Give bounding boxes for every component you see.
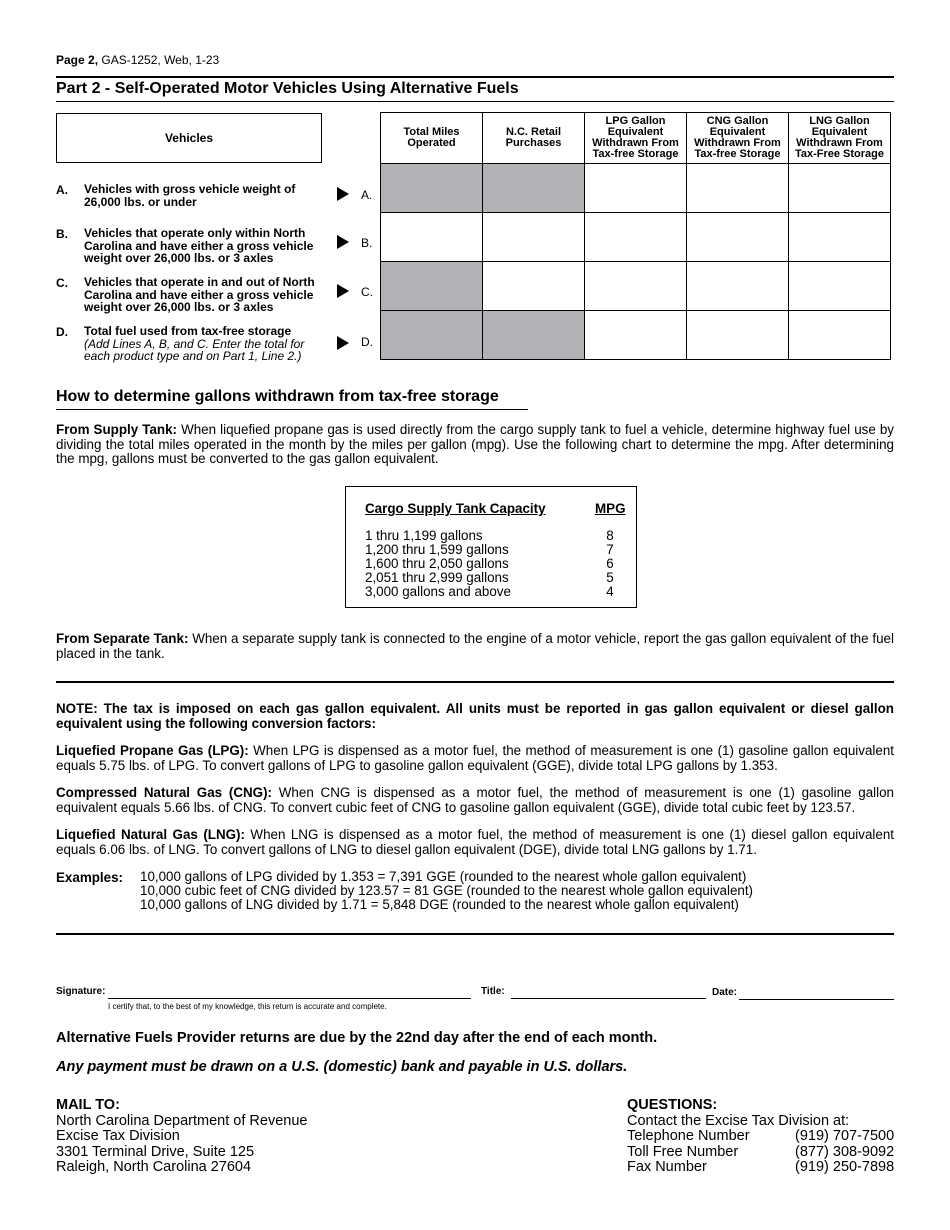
col-nc-retail: N.C. Retail Purchases (483, 113, 585, 164)
cell-b-cng[interactable] (687, 213, 789, 262)
cng-label: Compressed Natural Gas (CNG): (56, 785, 273, 800)
date-label: Date: (712, 987, 738, 998)
mpg-row (365, 585, 625, 599)
cell-d-retail (483, 311, 585, 360)
lng-label: Liquefied Natural Gas (LNG): (56, 827, 245, 842)
col-cng: CNG Gallon Equivalent Withdrawn From Tax-free Storage (687, 113, 789, 164)
lpg-label: Liquefied Propane Gas (LPG): (56, 743, 249, 758)
cell-d-cng[interactable] (687, 311, 789, 360)
col-total-miles: Total Miles Operated (381, 113, 483, 164)
row-b-arrow-icon (337, 235, 349, 249)
cell-d-miles (381, 311, 483, 360)
questions-intro: Contact the Excise Tax Division at: (627, 1112, 850, 1129)
separate-tank-paragraph (56, 632, 894, 661)
cell-c-miles (381, 262, 483, 311)
mpg-chart (345, 486, 637, 608)
lng-text: When LNG is dispensed as a motor fuel, the method of measurement is one (1) diesel gallon equivalent equals 6.06 lbs. of LNG. To convert gallons of LNG to diesel gallon equivalent (DGE), divide total LNG gallons by 1.71. (56, 827, 894, 857)
top-rule (56, 76, 894, 78)
contact-row (627, 1129, 907, 1145)
mpg-row (365, 571, 625, 585)
cell-a-lng[interactable] (789, 164, 891, 213)
contact-name: Telephone Number (627, 1128, 750, 1144)
mail-to-block (56, 1098, 307, 1176)
row-c-letter: C. (56, 276, 68, 290)
date-field[interactable] (739, 999, 894, 1000)
payment-notice: Any payment must be drawn on a U.S. (domestic) bank and payable in U.S. dollars. (56, 1059, 628, 1075)
mpg-capacity: 1,600 thru 2,050 gallons (365, 556, 509, 571)
mpg-value: 6 (606, 556, 614, 571)
note-paragraph: NOTE: The tax is imposed on each gas gallon equivalent. All units must be reported in gas gallon equivalent or diesel gallon equivalent using the following conversion factors: (56, 701, 894, 731)
contact-name: Fax Number (627, 1159, 707, 1175)
fuel-entry-grid (380, 112, 891, 360)
separate-tank-text: When a separate supply tank is connected to the engine of a motor vehicle, report the gas gallon equivalent of the fuel placed in the tank. (56, 631, 894, 661)
signature-field[interactable] (108, 998, 471, 999)
mpg-value: 7 (606, 542, 614, 557)
cell-a-miles (381, 164, 483, 213)
contact-row (627, 1160, 907, 1176)
mpg-value: 4 (606, 584, 614, 599)
grid-row-c (381, 262, 891, 311)
row-d-text: Total fuel used from tax-free storage (84, 324, 292, 338)
example-line: 10,000 cubic feet of CNG divided by 123.57 = 81 GGE (rounded to the nearest whole gallon equivalent) (140, 883, 754, 898)
grid-row-b (381, 213, 891, 262)
form-id: GAS-1252, Web, 1-23 (98, 53, 220, 67)
cell-d-lng[interactable] (789, 311, 891, 360)
signature-rule (56, 933, 894, 935)
title-label: Title: (481, 986, 505, 997)
mpg-value: 8 (606, 528, 614, 543)
row-a-marker: A. (361, 188, 373, 202)
page-number: Page 2, (56, 53, 99, 67)
certify-text: I certify that, to the best of my knowledge, this return is accurate and complete. (108, 1002, 387, 1011)
row-b-marker: B. (361, 236, 373, 250)
mpg-rows (365, 529, 625, 599)
row-d-arrow-icon (337, 336, 349, 350)
contact-number: (877) 308-9092 (795, 1143, 895, 1160)
examples-list (140, 870, 753, 912)
mpg-col-mpg: MPG (595, 501, 626, 516)
row-a-text: Vehicles with gross vehicle weight of 26,000 lbs. or under (84, 182, 296, 209)
note-rule (56, 681, 894, 683)
mpg-value: 5 (606, 570, 614, 585)
page-header (56, 53, 219, 67)
mpg-row (365, 557, 625, 571)
grid-header-row (381, 113, 891, 164)
supply-tank-text: When liquefied propane gas is used directly from the cargo supply tank to fuel a vehicle, determine highway fuel use by dividing the total miles operated in the month by the miles per gallon (mpg). Use the following chart to determine the mpg. After determining the mpg, gallons must be converted to the gas gallon equivalent. (56, 422, 895, 466)
row-c-text: Vehicles that operate in and out of North Carolina and have either a gross vehicle weight over 26,000 lbs. or 3 axles (84, 275, 315, 314)
mail-to-label: MAIL TO: (56, 1097, 120, 1113)
cell-b-retail[interactable] (483, 213, 585, 262)
cell-b-lpg[interactable] (585, 213, 687, 262)
due-notice: Alternative Fuels Provider returns are due by the 22nd day after the end of each month. (56, 1030, 658, 1046)
contact-number: (919) 707-7500 (795, 1128, 895, 1144)
mpg-capacity: 1 thru 1,199 gallons (365, 528, 483, 543)
title-field[interactable] (511, 998, 706, 999)
contact-name: Toll Free Number (627, 1143, 739, 1160)
row-d-marker: D. (361, 335, 373, 349)
row-c-marker: C. (361, 285, 373, 299)
grid-row-a (381, 164, 891, 213)
cell-c-cng[interactable] (687, 262, 789, 311)
supply-tank-label: From Supply Tank: (56, 422, 178, 437)
contact-row (627, 1145, 907, 1161)
cell-a-lpg[interactable] (585, 164, 687, 213)
cell-c-lng[interactable] (789, 262, 891, 311)
vehicles-header: Vehicles (56, 113, 322, 163)
how-to-underline (56, 409, 528, 410)
supply-tank-paragraph (56, 423, 894, 467)
examples-label: Examples: (56, 870, 123, 885)
separate-tank-label: From Separate Tank: (56, 631, 189, 646)
grid-row-d (381, 311, 891, 360)
mail-line: Excise Tax Division (56, 1128, 180, 1144)
questions-block (627, 1098, 907, 1176)
row-d-text-block (84, 325, 329, 363)
part2-rule (56, 101, 894, 102)
lpg-paragraph (56, 744, 894, 773)
cell-b-lng[interactable] (789, 213, 891, 262)
cell-d-lpg[interactable] (585, 311, 687, 360)
questions-label: QUESTIONS: (627, 1097, 718, 1113)
cng-text: When CNG is dispensed as a motor fuel, the method of measurement is one (1) gasoline gallon equivalent equals 5.66 lbs. of CNG. To convert cubic feet of CNG to gasoline gallon equivalent (GGE), divide total cubic feet by 123.57. (56, 785, 894, 815)
mpg-col-capacity: Cargo Supply Tank Capacity (365, 501, 546, 516)
cell-a-cng[interactable] (687, 164, 789, 213)
col-lng: LNG Gallon Equivalent Withdrawn From Tax-Free Storage (789, 113, 891, 164)
col-lpg: LPG Gallon Equivalent Withdrawn From Tax-free Storage (585, 113, 687, 164)
lng-paragraph (56, 828, 894, 857)
cell-a-retail (483, 164, 585, 213)
example-line: 10,000 gallons of LNG divided by 1.71 = 5,848 DGE (rounded to the nearest whole gallon equivalent) (140, 897, 739, 912)
mpg-capacity: 3,000 gallons and above (365, 584, 511, 599)
cell-c-retail[interactable] (483, 262, 585, 311)
lpg-text: When LPG is dispensed as a motor fuel, the method of measurement is one (1) gasoline gallon equivalent equals 5.75 lbs. of LPG. To convert gallons of LPG to gasoline gallon equivalent (GGE), divide total LPG gallons by 1.353. (56, 743, 895, 773)
mail-line: North Carolina Department of Revenue (56, 1112, 308, 1129)
row-d-letter: D. (56, 325, 68, 339)
cng-paragraph (56, 786, 894, 815)
mail-line: 3301 Terminal Drive, Suite 125 (56, 1143, 255, 1160)
row-c-arrow-icon (337, 284, 349, 298)
row-a-arrow-icon (337, 187, 349, 201)
how-to-title: How to determine gallons withdrawn from tax-free storage (56, 388, 499, 405)
cell-c-lpg[interactable] (585, 262, 687, 311)
mpg-row (365, 543, 625, 557)
example-line: 10,000 gallons of LPG divided by 1.353 = 7,391 GGE (rounded to the nearest whole gallon equivalent) (140, 869, 747, 884)
mpg-capacity: 2,051 thru 2,999 gallons (365, 570, 509, 585)
row-a-letter: A. (56, 183, 68, 197)
row-b-text: Vehicles that operate only within North Carolina and have either a gross vehicle weight over 26,000 lbs. or 3 axles (84, 226, 314, 265)
mpg-row (365, 529, 625, 543)
row-d-note: (Add Lines A, B, and C. Enter the total for each product type and on Part 1, Line 2.) (84, 336, 305, 363)
cell-b-miles[interactable] (381, 213, 483, 262)
part2-title: Part 2 - Self-Operated Motor Vehicles Using Alternative Fuels (56, 80, 519, 97)
mail-line: Raleigh, North Carolina 27604 (56, 1159, 252, 1175)
mpg-capacity: 1,200 thru 1,599 gallons (365, 542, 509, 557)
row-b-letter: B. (56, 227, 68, 241)
signature-label: Signature: (56, 986, 106, 997)
contact-number: (919) 250-7898 (795, 1159, 895, 1175)
